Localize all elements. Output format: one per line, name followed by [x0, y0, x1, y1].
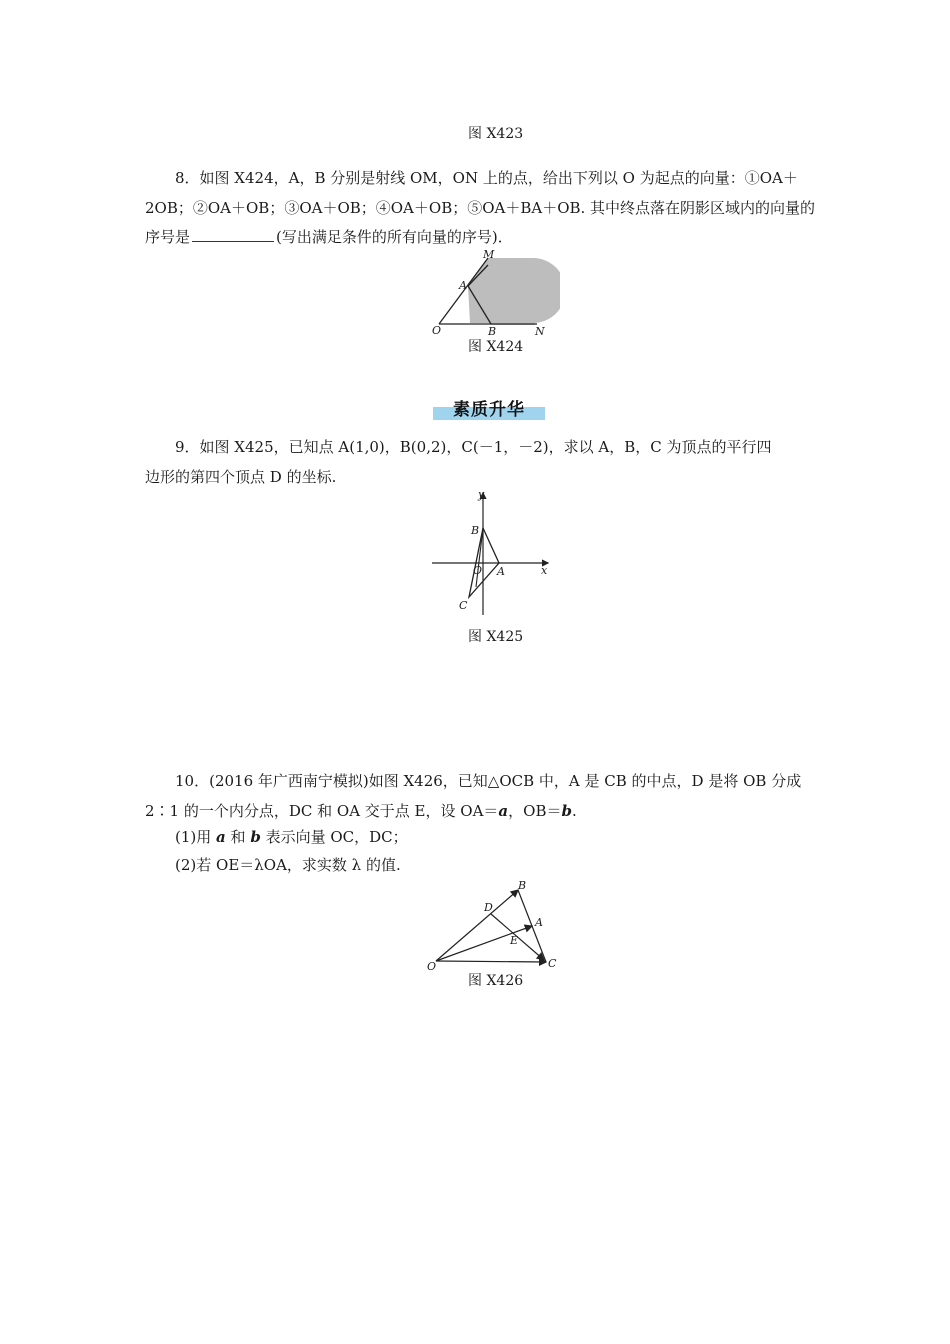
vector-ob: [436, 890, 518, 961]
q10-line-2-text: 2∶1 的一个内分点，DC 和 OA 交于点 E，设 OA＝: [145, 802, 499, 820]
q10-line-1: 10．(2016 年广西南宁模拟)如图 X426，已知△OCB 中，A 是 CB 的中点，D 是将 OB 分成: [175, 772, 802, 790]
figure-caption-x423: 图 X423: [468, 126, 524, 142]
q10-sub-2: (2)若 OE＝λOA，求实数 λ 的值.: [175, 856, 401, 874]
sub1-vector-a: a: [216, 828, 226, 846]
label-a: A: [459, 279, 467, 292]
vector-a: a: [498, 802, 509, 820]
label-b: B: [518, 879, 527, 892]
q8-line-3-suffix: (写出满足条件的所有向量的序号)．: [276, 228, 513, 246]
q8-line-3: [145, 226, 810, 248]
q9-line-1: 9．如图 X425，已知点 A(1,0)，B(0,2)，C(－1，－2)，求以 A，B，C 为顶点的平行四: [175, 438, 772, 456]
q8-line-2: 2OB；②OA＋OB；③OA＋OB；④OA＋OB；⑤OA＋BA＋OB. 其中终点落在阴影区域内的向量的: [145, 199, 816, 217]
q9-line-2: 边形的第四个顶点 D 的坐标.: [145, 468, 337, 486]
label-c: C: [459, 599, 468, 612]
label-n: N: [535, 325, 545, 338]
sub1-vector-b: b: [250, 828, 261, 846]
figure-caption-x426: 图 X426: [468, 973, 524, 989]
figure-x424: [425, 248, 560, 343]
figure-x425: [428, 487, 558, 617]
label-a: A: [497, 565, 505, 578]
label-c: C: [548, 957, 557, 970]
q10-line-2-mid: ，OB＝: [508, 802, 562, 820]
q8-line-1: 8．如图 X424，A，B 分别是射线 OM，ON 上的点，给出下列以 O 为起点的向量：①OA＋: [175, 169, 798, 187]
vector-oc: [436, 961, 546, 962]
sub1-and: 和: [225, 828, 251, 846]
label-o: O: [432, 324, 442, 337]
label-e: E: [510, 934, 519, 947]
label-a: A: [535, 916, 543, 929]
section-banner: [433, 398, 545, 422]
figure-x426: [422, 876, 562, 976]
label-b: B: [488, 325, 497, 338]
vector-b: b: [561, 802, 572, 820]
banner-title: 素质升华: [453, 400, 525, 420]
label-x: x: [541, 564, 548, 577]
figure-caption-x425: 图 X425: [468, 629, 524, 645]
shaded-region: [468, 258, 560, 323]
label-y: y: [478, 488, 485, 501]
label-d: D: [484, 901, 493, 914]
sub1-prefix: (1)用: [175, 828, 217, 846]
answer-blank[interactable]: [192, 227, 274, 242]
label-b: B: [471, 524, 480, 537]
label-o: O: [427, 960, 437, 973]
label-m: M: [483, 248, 495, 261]
q10-sub-1: [175, 826, 815, 848]
q8-line-3-prefix: 序号是: [145, 228, 191, 246]
sub1-suffix: 表示向量 OC，DC；: [260, 828, 408, 846]
figure-caption-x424: 图 X424: [468, 339, 524, 355]
q10-line-2-end: .: [571, 802, 577, 820]
label-o: O: [473, 564, 483, 577]
q10-line-2: [145, 800, 810, 822]
